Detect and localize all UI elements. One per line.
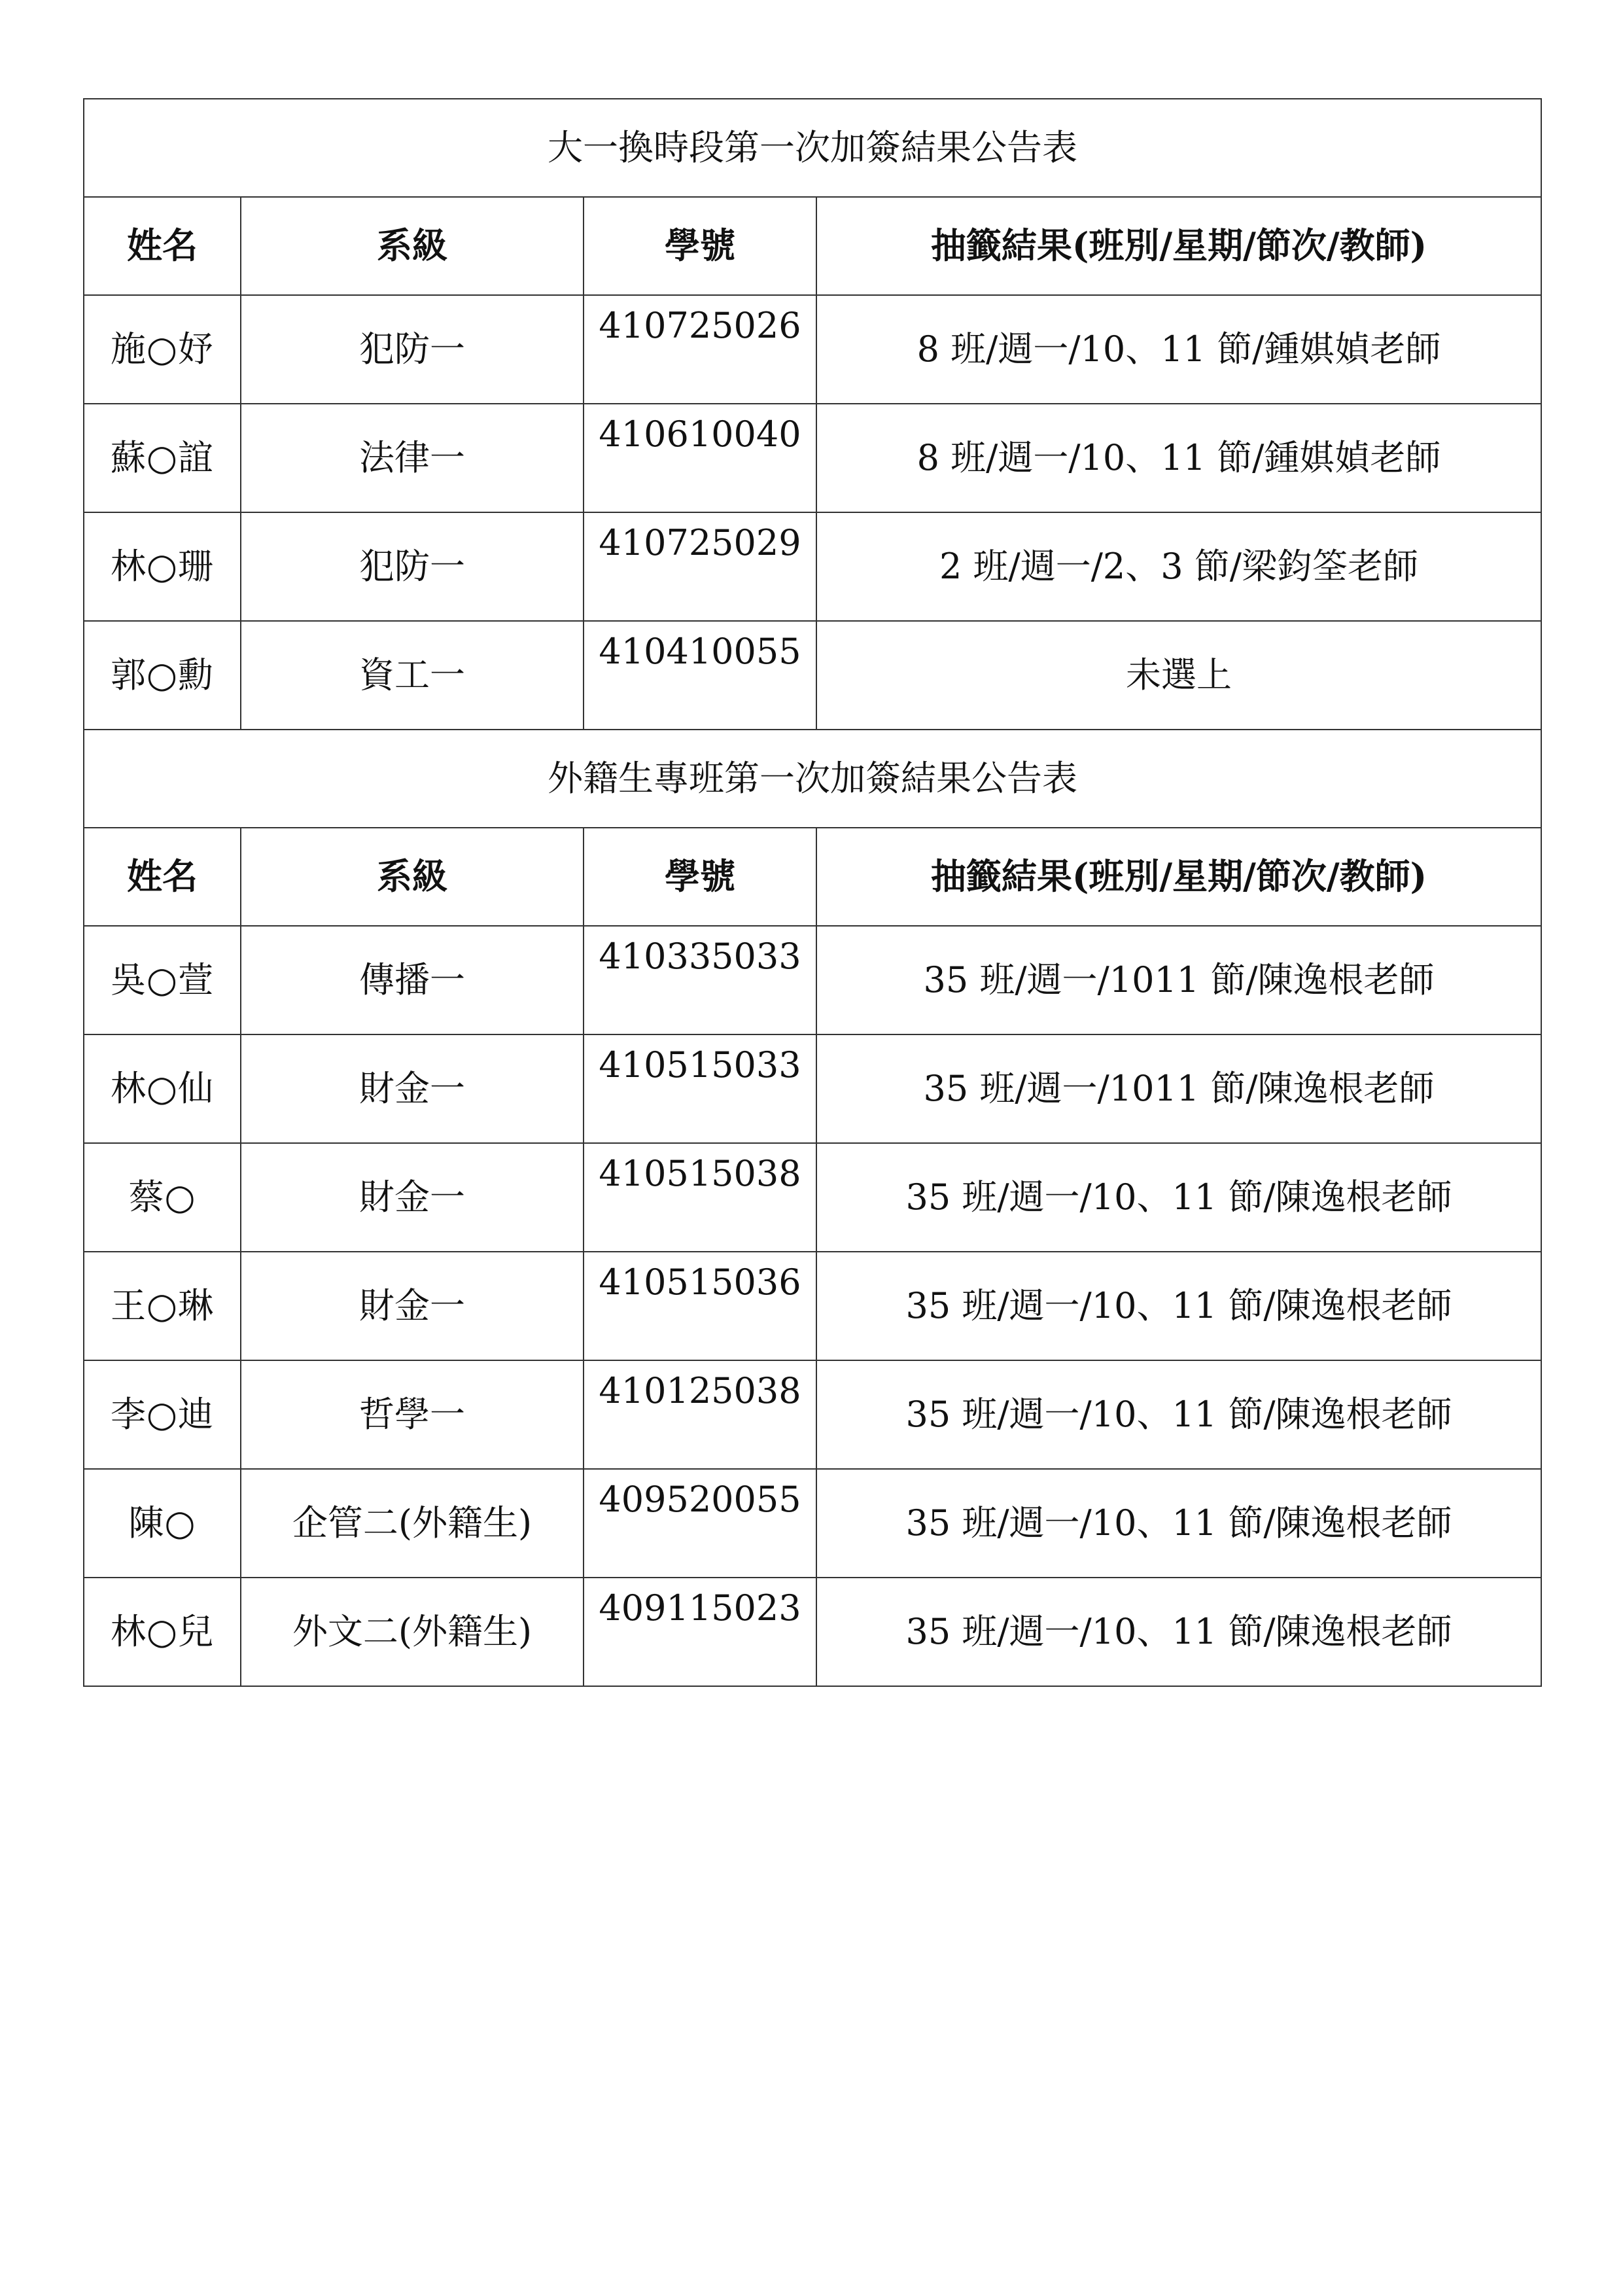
student-id: 410515033 xyxy=(584,1034,816,1143)
table-row xyxy=(84,1252,1541,1360)
section-title-row xyxy=(84,99,1541,197)
student-dept: 犯防一 xyxy=(241,295,584,404)
student-dept: 資工一 xyxy=(241,621,584,730)
table-row xyxy=(84,1143,1541,1252)
table-row xyxy=(84,512,1541,621)
student-id: 409115023 xyxy=(584,1578,816,1686)
student-id: 410335033 xyxy=(584,926,816,1034)
student-id: 410410055 xyxy=(584,621,816,730)
table-row xyxy=(84,1360,1541,1469)
draw-result: 2 班/週一/2、3 節/梁鈞筌老師 xyxy=(816,512,1541,621)
header-row xyxy=(84,828,1541,926)
draw-result: 未選上 xyxy=(816,621,1541,730)
section-title: 大一換時段第一次加簽結果公告表 xyxy=(84,99,1541,197)
table-row xyxy=(84,295,1541,404)
student-name: 王○琳 xyxy=(84,1252,241,1360)
student-name: 李○迪 xyxy=(84,1360,241,1469)
draw-result: 35 班/週一/10、11 節/陳逸根老師 xyxy=(816,1252,1541,1360)
student-name: 蔡○ xyxy=(84,1143,241,1252)
student-name: 蘇○誼 xyxy=(84,404,241,512)
student-id: 410515036 xyxy=(584,1252,816,1360)
draw-result: 8 班/週一/10、11 節/鍾娸媜老師 xyxy=(816,404,1541,512)
student-name: 施○妤 xyxy=(84,295,241,404)
student-id: 410125038 xyxy=(584,1360,816,1469)
student-dept: 企管二(外籍生) xyxy=(241,1469,584,1578)
student-id: 410515038 xyxy=(584,1143,816,1252)
section-title-row xyxy=(84,730,1541,828)
student-dept: 財金一 xyxy=(241,1034,584,1143)
student-id: 410610040 xyxy=(584,404,816,512)
student-id: 410725029 xyxy=(584,512,816,621)
student-id: 410725026 xyxy=(584,295,816,404)
header-dept: 系級 xyxy=(241,197,584,295)
student-dept: 財金一 xyxy=(241,1143,584,1252)
student-name: 林○仙 xyxy=(84,1034,241,1143)
draw-result: 35 班/週一/10、11 節/陳逸根老師 xyxy=(816,1360,1541,1469)
section-title: 外籍生專班第一次加簽結果公告表 xyxy=(84,730,1541,828)
draw-result: 35 班/週一/10、11 節/陳逸根老師 xyxy=(816,1578,1541,1686)
draw-result: 35 班/週一/10、11 節/陳逸根老師 xyxy=(816,1469,1541,1578)
student-name: 林○珊 xyxy=(84,512,241,621)
student-name: 陳○ xyxy=(84,1469,241,1578)
draw-result: 35 班/週一/10、11 節/陳逸根老師 xyxy=(816,1143,1541,1252)
table-row xyxy=(84,404,1541,512)
header-id: 學號 xyxy=(584,828,816,926)
student-name: 吳○萱 xyxy=(84,926,241,1034)
table-row xyxy=(84,1469,1541,1578)
header-row xyxy=(84,197,1541,295)
table-row xyxy=(84,621,1541,730)
student-dept: 法律一 xyxy=(241,404,584,512)
student-name: 郭○勳 xyxy=(84,621,241,730)
draw-result: 8 班/週一/10、11 節/鍾娸媜老師 xyxy=(816,295,1541,404)
header-result: 抽籤結果(班別/星期/節次/教師) xyxy=(816,197,1541,295)
student-dept: 外文二(外籍生) xyxy=(241,1578,584,1686)
header-id: 學號 xyxy=(584,197,816,295)
header-dept: 系級 xyxy=(241,828,584,926)
student-dept: 哲學一 xyxy=(241,1360,584,1469)
draw-result: 35 班/週一/1011 節/陳逸根老師 xyxy=(816,1034,1541,1143)
header-result: 抽籤結果(班別/星期/節次/教師) xyxy=(816,828,1541,926)
student-name: 林○兒 xyxy=(84,1578,241,1686)
draw-result: 35 班/週一/1011 節/陳逸根老師 xyxy=(816,926,1541,1034)
table-row xyxy=(84,1578,1541,1686)
table-row xyxy=(84,926,1541,1034)
header-name: 姓名 xyxy=(84,828,241,926)
header-name: 姓名 xyxy=(84,197,241,295)
table-row xyxy=(84,1034,1541,1143)
student-dept: 犯防一 xyxy=(241,512,584,621)
announcement-table xyxy=(83,98,1542,1687)
student-id: 409520055 xyxy=(584,1469,816,1578)
student-dept: 財金一 xyxy=(241,1252,584,1360)
student-dept: 傳播一 xyxy=(241,926,584,1034)
